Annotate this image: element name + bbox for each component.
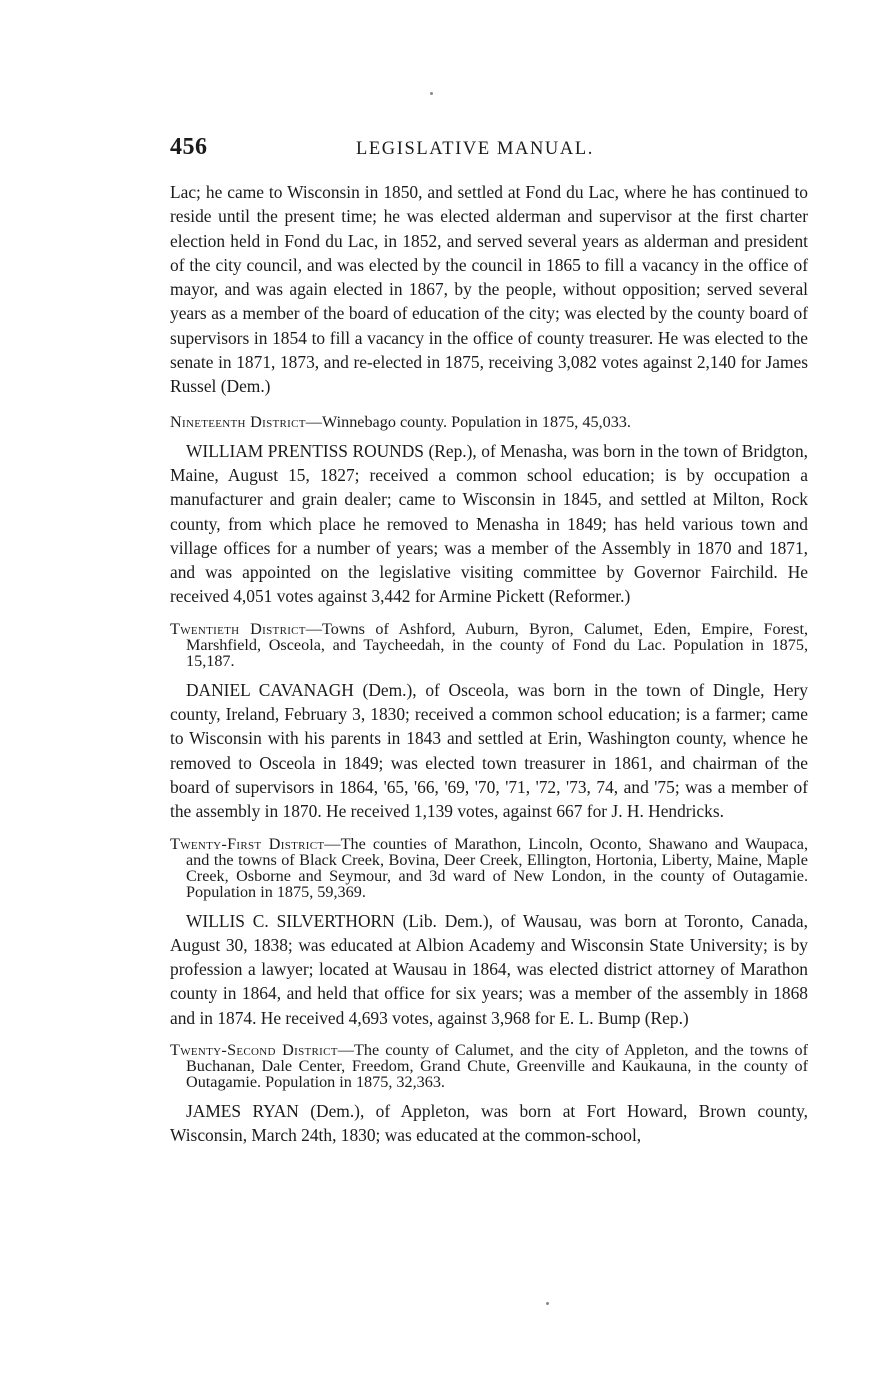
page-content xyxy=(170,134,808,1148)
member-biography: WILLIAM PRENTISS ROUNDS (Rep.), of Menasha, was born in the town of Bridgton, Maine, August 15, 1827; received a common school education; is by occupation a manufacturer and grain dealer; came to Wisconsin in 1845, and settled at Milton, Rock county, from which place he removed to Menasha in 1849; has held various town and village offices for a number of years; was a member of the Assembly in 1870 and 1871, and was appointed on the legislative visiting committee by Governor Fairchild. He received 4,051 votes against 3,442 for Armine Pickett (Reformer.) xyxy=(170,440,808,607)
district-label: Twenty-Second District xyxy=(170,1041,338,1060)
paper-speck xyxy=(546,1302,549,1305)
running-header xyxy=(170,134,808,168)
district-label: Twenty-First District xyxy=(170,834,325,853)
district-heading xyxy=(170,836,808,900)
district-heading xyxy=(170,412,808,433)
district-description: —Winnebago county. Population in 1875, 45,033. xyxy=(305,412,631,431)
member-biography: JAMES RYAN (Dem.), of Appleton, was born at Fort Howard, Brown county, Wisconsin, March 24th, 1830; was educated at the common-school, xyxy=(170,1101,808,1146)
page-number: 456 xyxy=(170,134,208,160)
continued-biography: Lac; he came to Wisconsin in 1850, and settled at Fond du Lac, where he has continued to reside until the present time; he was elected alderman and supervisor at the first charter election held in Fond du Lac, in 1852, and served several years as alderman and president of the city council, and was elected by the council in 1865 to fill a vacancy in the office of mayor, and was again elected in 1867, by the people, without opposition; served several years as a member of the board of education of the city; was elected by the county board of supervisors in 1854 to fill a vacancy in the office of county treasurer. He was elected to the senate in 1871, 1873, and re-elected in 1875, receiving 3,082 votes against 2,140 for James Russel (Dem.) xyxy=(170,182,808,397)
running-title: LEGISLATIVE MANUAL. xyxy=(356,139,594,159)
district-heading xyxy=(170,621,808,669)
member-biography: WILLIS C. SILVERTHORN (Lib. Dem.), of Wausau, was born at Toronto, Canada, August 30, 1838; was educated at Albion Academy and Wisconsin State University; is by profession a lawyer; located at Wausau in 1864, was elected district attorney of Marathon county in 1864, and held that office for six years; was a member of the assembly in 1868 and in 1874. He received 4,693 votes, against 3,968 for E. L. Bump (Rep.) xyxy=(170,910,808,1028)
district-description: —The county of Calumet, and the city of Appleton, and the towns of Buchanan, Dale Center, Freedom, Grand Chute, Greenville and Kaukauna, in the county of Outagamie. Population in 1875, 32,363. xyxy=(186,1041,808,1092)
district-description: —The counties of Marathon, Lincoln, Oconto, Shawano and Waupaca, and the towns of Black Creek, Bovina, Deer Creek, Ellington, Hortonia, Liberty, Maine, Maple Creek, Osborne and Seymour, and 3d ward of New London, in the county of Outagamie. Population in 1875, 59,369. xyxy=(186,834,808,901)
district-label: Twentieth District xyxy=(170,619,306,638)
district-label: Nineteenth District xyxy=(170,412,306,431)
district-heading xyxy=(170,1042,808,1090)
paper-speck xyxy=(430,92,433,95)
member-biography: DANIEL CAVANAGH (Dem.), of Osceola, was born in the town of Dingle, Hery county, Ireland, February 3, 1830; received a common school education; is a farmer; came to Wisconsin with his parents in 1843 and settled at Erin, Washington county, whence he removed to Osceola in 1849; was elected town treasurer in 1861, and chairman of the board of supervisors in 1864, '65, '66, '69, '70, '71, '72, '73, 74, and '75; was a member of the assembly in 1870. He received 1,139 votes, against 667 for J. H. Hendricks. xyxy=(170,679,808,822)
district-description: —Towns of Ashford, Auburn, Byron, Calumet, Eden, Empire, Forest, Marshfield, Osceola, and Taycheedah, in the county of Fond du Lac. Population in 1875, 15,187. xyxy=(186,619,808,670)
